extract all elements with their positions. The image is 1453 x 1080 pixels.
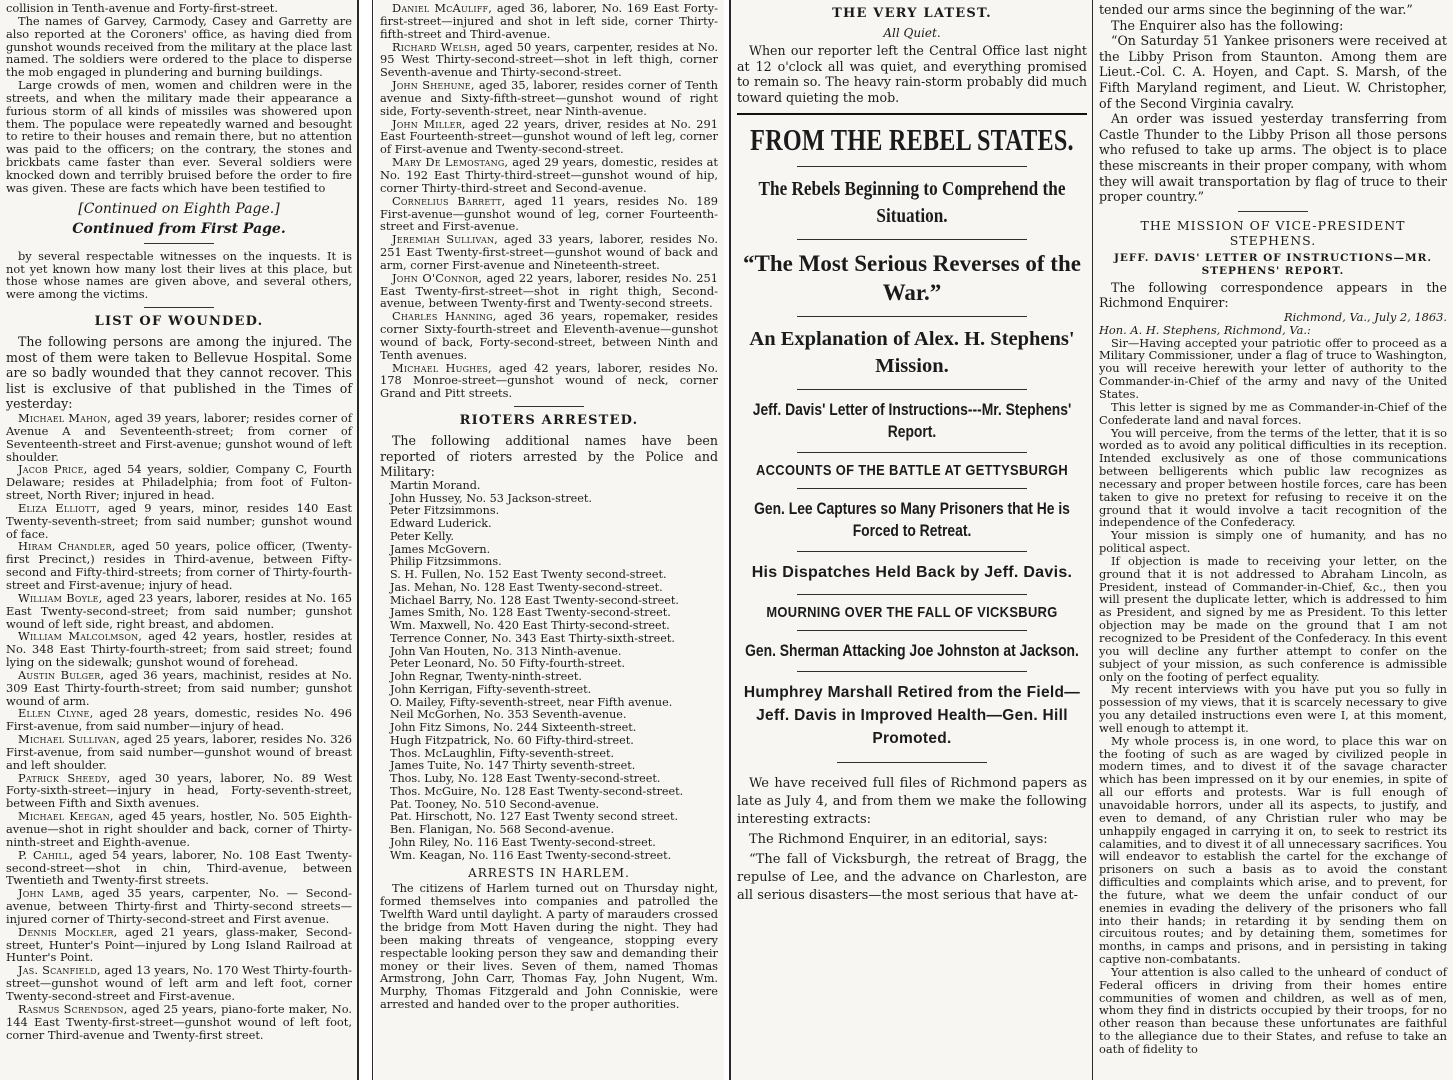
deck-6: Gen. Lee Captures so Many Prisoners that He is Forced to Retreat. xyxy=(754,500,1070,541)
list-item xyxy=(6,412,352,463)
person-name: John O'Connor, xyxy=(392,270,483,285)
divider xyxy=(797,671,1027,672)
list-item: John Riley, No. 116 East Twenty-second-street. xyxy=(390,835,656,849)
deck-9: Gen. Sherman Attacking Joe Johnston at Jackson. xyxy=(745,642,1079,661)
deck-4: Jeff. Davis' Letter of Instructions---Mr. Stephens' Report. xyxy=(752,401,1072,442)
deck-3: An Explanation of Alex. H. Stephens' Mission. xyxy=(749,328,1075,378)
wounded-intro: The following persons are among the injured. The most of them were taken to Bellevue Hospital. Some are so badly wounded that they cannot recover. This list is exclusive of that published in the Times of yesterday: xyxy=(6,334,352,412)
divider xyxy=(1238,211,1308,212)
entry-text: aged 21 years, glass-maker, Second-street, Hunter's Point—injured by Long Island Railroad at Hunter's Point. xyxy=(6,924,352,965)
main-headline: FROM THE REBEL STATES. xyxy=(750,122,1074,158)
entry-text: aged 9 years, minor, resides 140 East Twenty-seventh-street; from said number; gunshot wound of face. xyxy=(6,500,352,541)
paragraph: Large crowds of men, women and children were in the streets, and when the military made their appearance a furious storm of all kinds of missiles was showered upon them. The populace were repeatedly warned and besought to retire to their houses and remain there, but no attention was paid to the officers; on the contrary, the stones and brickbats came faster than ever. Several soldiers were knocked down and terribly bruised before the order to fire was given. These are facts which have been testified to xyxy=(6,78,352,195)
paragraph: This letter is signed by me as Commander-in-Chief of the Confederate land and naval forces. xyxy=(1099,399,1447,427)
list-item xyxy=(6,964,352,1003)
list-item xyxy=(380,156,718,195)
person-name: Austin Bulger, xyxy=(18,667,105,682)
list-item: Wm. Maxwell, No. 420 East Thirty-second-street. xyxy=(390,619,670,633)
list-item xyxy=(380,41,718,80)
person-name: William Malcolmson, xyxy=(18,629,143,644)
deck-5: ACCOUNTS OF THE BATTLE AT GETTYSBURGH xyxy=(755,462,1069,480)
list-item xyxy=(380,118,718,157)
letter-body xyxy=(1099,337,1447,1056)
paragraph: The following correspondence appears in the Richmond Enquirer: xyxy=(1099,279,1447,311)
person-name: Daniel McAuliff, xyxy=(392,1,493,15)
continued-from-text: Continued from First Page. xyxy=(72,220,286,237)
list-item: John Hussey, No. 53 Jackson-street. xyxy=(390,491,592,505)
person-name: Michael Keegan, xyxy=(18,809,114,824)
list-item xyxy=(380,195,718,234)
person-name: Jacob Price, xyxy=(18,462,88,477)
paragraph: tended our arms since the beginning of the war.” xyxy=(1099,2,1413,17)
paragraph: We have received full files of Richmond papers as late as July 4, and from them we make the following interesting extracts: xyxy=(737,776,1087,828)
entry-text: aged 11 years, resides No. 189 First-avenue—gunshot wound of leg, corner Fourteenth-street and First-avenue. xyxy=(380,193,719,234)
paragraph: by several respectable witnesses on the inquests. It is not yet known how many lost their lives at this place, but those whose names are given above, and several others, were among the victims. xyxy=(6,248,352,302)
rioters-intro: The following additional names have been reported of rioters arrested by the Police and Military: xyxy=(380,433,718,480)
deck-2: “The Most Serious Reverses of the War.” xyxy=(743,251,1081,306)
divider xyxy=(797,316,1027,317)
list-item: O. Mailey, Fifty-seventh-street, near Fifth avenue. xyxy=(390,695,673,709)
paragraph: An order was issued yesterday transferring from Castle Thunder to the Libby Prison all those persons who refused to take up arms. The object is to place these miscreants in their proper company, with whom they will await transportation by flag of truce to their proper country.” xyxy=(1099,111,1447,205)
list-item: John Van Houten, No. 313 Ninth-avenue. xyxy=(390,644,622,658)
divider xyxy=(837,762,987,763)
list-item: James Smith, No. 128 East Twenty-second-street. xyxy=(390,606,671,620)
person-name: John Miller, xyxy=(392,116,466,131)
list-item xyxy=(6,540,352,591)
entry-text: aged 13 years, No. 170 West Thirty-fourth-street—gunshot wound of left arm and left foot, corner Twenty-second-street and First-avenue. xyxy=(6,963,353,1003)
list-item xyxy=(6,926,352,965)
paragraph: The citizens of Harlem turned out on Thursday night, formed themselves into companies and patrolled the Twelfth Ward until daylight. A party of marauders crossed the bridge from Mott Haven during the night. They had been making threats of vengeance, stopping every respectable looking person they saw and demanding their money or their lives. Seven of them, named Thomas Armstrong, John Carr, Thomas Fay, John Nugent, Wm. Murphy, Thomas Fitzgerald and John Conniskie, were arrested and handed over to the proper authorities. xyxy=(380,881,718,1012)
list-item: Peter Leonard, No. 50 Fifty-fourth-street. xyxy=(390,657,626,671)
list-item: Peter Kelly. xyxy=(390,529,454,543)
divider xyxy=(144,307,214,308)
column-rule xyxy=(729,0,731,1080)
deck-10: Humphrey Marshall Retired from the Field—Jeff. Davis in Improved Health—Gen. Hill Promoted. xyxy=(743,684,1081,748)
deck-1: The Rebels Beginning to Comprehend the Situation. xyxy=(758,178,1066,228)
person-name: Jeremiah Sullivan, xyxy=(392,232,498,247)
list-item: Michael Barry, No. 128 East Twenty-second-street. xyxy=(390,593,679,607)
list-item: Neil McGorhen, No. 353 Seventh-avenue. xyxy=(390,708,627,722)
continued-from-notice xyxy=(6,221,352,237)
list-item: Wm. Keagan, No. 116 East Twenty-second-street. xyxy=(390,848,672,862)
column-2 xyxy=(374,0,724,1080)
entry-text: aged 54 years, soldier, Company C, Fourth Delaware; resides at Philadelphia; from foot of Fulton-street, North River; injured in head. xyxy=(6,462,352,503)
entry-text: aged 35 years, carpenter, No. — Second-avenue, between Thirty-first and Thirty-second streets—injured corner of Thirty-second-street and First avenue. xyxy=(6,886,352,926)
continued-on-notice xyxy=(6,201,352,217)
person-name: John Lamb, xyxy=(18,886,84,901)
list-item: Martin Morand. xyxy=(390,478,481,492)
paragraph: The Richmond Enquirer, in an editorial, says: xyxy=(749,832,1048,848)
mission-heading: THE MISSION OF VICE-PRESIDENT STEPHENS. xyxy=(1140,217,1406,248)
letter-dateline: Richmond, Va., July 2, 1863. xyxy=(1284,309,1447,324)
person-name: Ellen Clyne, xyxy=(18,706,94,721)
paragraph: My recent interviews with you have put you so fully in possession of my views, that it is scarcely necessary to give you any detailed instructions even were I, at this moment, well enough to attempt it. xyxy=(1099,682,1447,735)
person-name: Michael Sullivan, xyxy=(18,732,120,747)
divider xyxy=(797,452,1027,453)
entry-text: aged 50 years, police officer, (Twenty-first Precinct,) resides in Third-avenue, between Fifty-second and Fifty-third-streets; from corner of Thirty-fourth-street and First-avenue; injury of head. xyxy=(6,539,352,592)
divider xyxy=(797,166,1027,167)
wounded-list-continued xyxy=(380,2,718,400)
rioters-list xyxy=(380,480,718,863)
list-item xyxy=(380,310,718,361)
list-item: Thos. McLaughlin, Fifty-seventh-street. xyxy=(390,746,615,760)
person-name: William Boyle, xyxy=(18,590,103,605)
deck-8: MOURNING OVER THE FALL OF VICKSBURG xyxy=(766,604,1058,622)
list-item: S. H. Fullen, No. 152 East Twenty second-street. xyxy=(390,568,667,582)
paragraph: If objection is made to receiving your letter, on the ground that it is not addressed to Abraham Lincoln, as President, instead of Commander-in-Chief, &c., then you will present the duplicate letter, which is addressed to him as President, and signed by me as President. To this letter objection may be made on the ground that I am not recognized to be President of the Confederacy. In this event you will decline any further attempt to confer on the subject of your mission, as such conference is admissible only on the footing of perfect equality. xyxy=(1099,553,1447,684)
list-item xyxy=(6,810,352,849)
list-item: Thos. McGuire, No. 128 East Twenty-second-street. xyxy=(390,784,684,798)
entry-text: aged 30 years, laborer, No. 89 West Forty-sixth-street—injury in head, Forty-seventh-street, between Fifth and Sixth avenues. xyxy=(6,770,352,811)
paragraph: When our reporter left the Central Office last night at 12 o'clock all was quiet, and everything promised to remain so. The heavy rain-storm probably did much toward quieting the mob. xyxy=(737,43,1087,105)
divider xyxy=(797,488,1027,489)
paragraph: Your mission is simply one of humanity, and has no political aspect. xyxy=(1099,528,1447,556)
divider xyxy=(514,406,584,407)
letter-salutation: Hon. A. H. Stephens, Richmond, Va.: xyxy=(1099,322,1311,337)
divider xyxy=(797,594,1027,595)
person-name: Mary De Lemostang, xyxy=(392,155,509,170)
person-name: Michael Mahon, xyxy=(18,411,112,425)
list-item xyxy=(380,272,718,311)
list-item xyxy=(6,772,352,811)
list-item xyxy=(380,233,718,272)
list-item xyxy=(6,887,352,926)
divider xyxy=(797,239,1027,240)
divider xyxy=(797,389,1027,390)
list-item: Pat. Hirschott, No. 127 East Twenty second street. xyxy=(390,810,679,824)
person-name: P. Cahill, xyxy=(18,847,74,862)
paragraph: “On Saturday 51 Yankee prisoners were received at the Libby Prison from Staunton. Among them are Lieut.-Col. C. A. Hoyen, and Capt. S. Marsh, of the Fifth Maryland regiment, and Lieut. W. Christopher, of the Second Virginia cavalry. xyxy=(1099,33,1447,111)
rioters-arrested-heading: RIOTERS ARRESTED. xyxy=(459,413,639,429)
very-latest-heading: THE VERY LATEST. xyxy=(832,6,992,21)
person-name: Michael Hughes, xyxy=(392,360,492,375)
list-item xyxy=(380,362,718,401)
entry-text: aged 23 years, laborer, resides at No. 165 East Twenty-second-street; from said number; gunshot wound of left side, right breast, and abdomen. xyxy=(6,590,353,631)
entry-text: aged 36 years, ropemaker, resides corner Sixty-fourth-street and Eleventh-avenue—gunshot wound of back, Forty-second-street, between Ninth and Tenth avenues. xyxy=(380,309,718,362)
list-item: Edward Luderick. xyxy=(390,517,492,531)
list-item: Jas. Mehan, No. 128 East Twenty-second-street. xyxy=(390,580,663,594)
divider xyxy=(144,243,214,244)
column-rule xyxy=(372,0,373,1080)
list-item: Hugh Fitzpatrick, No. 60 Fifty-third-street. xyxy=(390,733,634,747)
paragraph: My whole process is, in one word, to place this war on the footing of such as are waged by civilized people in modern times, and to divest it of the savage character which has been impressed on it by our enemies, in spite of all our efforts and protests. War is full enough of unavoidable horrors, under all its aspects, to justify, and even to demand, of any Christian ruler who may be unhappily engaged in carrying it on, to seek to restrict its calamities, and to divest it of all unnecessary sacrifices. You will endeavor to establish the cartel for the exchange of prisoners on such a basis as to avoid the constant difficulties and complaints which arise, and to prevent, for the future, what we deem the unfair conduct of our enemies in evading the delivery of the prisoners who fall into their hands; in retarding it by sending them on circuitous routes; and by detaining them, sometimes for months, in camps and prisons, and in persisting in taking captive non-combatants. xyxy=(1099,733,1447,967)
list-item: John Kerrigan, Fifty-seventh-street. xyxy=(390,682,592,696)
entry-text: aged 45 years, hostler, No. 505 Eighth-avenue—shot in right shoulder and back, corner of Thirty-ninth-street and Eighth-avenue. xyxy=(6,809,353,849)
column-3 xyxy=(731,0,1093,1080)
list-item xyxy=(6,669,352,708)
list-item: Philip Fitzsimmons. xyxy=(390,555,502,569)
entry-text: aged 22 years, driver, resides at No. 291 East Fourteenth-street—gunshot wound of left leg, corner of First-avenue and Twenty-second-street. xyxy=(380,116,718,157)
list-item xyxy=(6,849,352,888)
entry-text: aged 39 years, laborer; resides corner of Avenue A and Seventeenth-street; from corner of Seventeenth-street and First-avenue; gunshot wound of left shoulder. xyxy=(6,411,352,464)
entry-text: aged 22 years, laborer, resides No. 251 East Twenty-first-street—shot in right thigh, Second-avenue, between Twenty-first and Twenty-second streets. xyxy=(380,270,719,311)
list-item: Thos. Luby, No. 128 East Twenty-second-street. xyxy=(390,772,661,786)
all-quiet-subheading: All Quiet. xyxy=(883,26,941,40)
deck-7: His Dispatches Held Back by Jeff. Davis. xyxy=(751,564,1073,582)
list-item xyxy=(6,1003,352,1042)
column-1 xyxy=(0,0,358,1080)
list-item xyxy=(380,79,718,118)
column-4 xyxy=(1093,0,1453,1080)
entry-text: aged 28 years, domestic, resides No. 496 First-avenue, from said number—injury of head. xyxy=(6,706,353,734)
paragraph: collision in Tenth-avenue and Forty-first-street. xyxy=(6,1,278,15)
column-rule xyxy=(1092,0,1093,1080)
entry-text: aged 25 years, piano-forte maker, No. 144 East Twenty-first-street—gunshot wound of left foot, corner Third-avenue and Twenty-first street. xyxy=(6,1001,352,1042)
entry-text: aged 36, laborer, No. 169 East Forty-first-street—injured and shot in left side, corner Thirty-fifth-street and Third-avenue. xyxy=(380,1,718,41)
person-name: Patrick Sheedy, xyxy=(18,770,111,785)
wounded-list xyxy=(6,412,352,1041)
person-name: Hiram Chandler, xyxy=(18,539,116,554)
list-item xyxy=(6,502,352,541)
paragraph: “The fall of Vicksburgh, the retreat of Bragg, the repulse of Lee, and the advance on Charleston, are all serious disasters—the most serious that have at- xyxy=(737,852,1087,904)
mission-subheading: JEFF. DAVIS' LETTER OF INSTRUCTIONS—MR. STEPHENS' REPORT. xyxy=(1113,251,1433,277)
person-name: Rasmus Screndson, xyxy=(18,1001,128,1016)
divider xyxy=(737,113,1087,115)
arrests-in-harlem-heading: ARRESTS IN HARLEM. xyxy=(468,866,630,881)
paragraph: You will perceive, from the terms of the letter, that it is so worded as to avoid any political difficulties in its reception. Intended exclusively as one of those communications between belligerents which public law recognizes as necessary and proper between hostile forces, care has been taken to give no pretext for refusing to receive it on the ground that it would involve a tacit recognition of the independence of the Confederacy. xyxy=(1099,425,1447,530)
person-name: Dennis Mockler, xyxy=(18,924,118,939)
entry-text: aged 42 years, laborer, resides No. 178 Monroe-street—gunshot wound of neck, corner Grand and Pitt streets. xyxy=(380,360,718,401)
person-name: Eliza Elliott, xyxy=(18,500,101,515)
list-item xyxy=(380,2,718,41)
column-rule xyxy=(357,0,359,1080)
list-item: James Tuite, No. 147 Thirty seventh-street. xyxy=(390,759,636,773)
entry-text: aged 36 years, machinist, resides at No. 309 East Thirty-fourth-street; from said number; gunshot wound of arm. xyxy=(6,667,352,708)
list-item: Ben. Flanigan, No. 568 Second-avenue. xyxy=(390,823,615,837)
list-item: John Regnar, Twenty-ninth-street. xyxy=(390,670,582,684)
divider xyxy=(797,551,1027,552)
person-name: Jas. Scanfield, xyxy=(18,963,101,978)
list-of-wounded-heading: LIST OF WOUNDED. xyxy=(94,314,264,330)
list-item: Pat. Tooney, No. 510 Second-avenue. xyxy=(390,797,600,811)
list-item xyxy=(6,733,352,772)
entry-text: aged 25 years, laborer, resides No. 326 First-avenue, from said number—gunshot wound of breast and left shoulder. xyxy=(6,732,352,772)
divider xyxy=(797,630,1027,631)
list-item: James McGovern. xyxy=(390,542,491,556)
list-item: Peter Fitzsimmons. xyxy=(390,504,500,518)
entry-text: aged 33 years, laborer, resides No. 251 East Twenty-first-street—gunshot wound of back and arm, corner First-avenue and Nineteenth-street. xyxy=(380,232,718,272)
paragraph: Your attention is also called to the unheard of conduct of Federal officers in driving from their homes entire communities of women and children, as well as of men, whom they find in districts occupied by their troops, for no other reason than because these unfortunates are faithful to the allegiance due to their States, and refuse to take an oath of fidelity to xyxy=(1099,964,1447,1056)
paragraph: The Enquirer also has the following: xyxy=(1111,17,1344,33)
list-item xyxy=(6,463,352,502)
list-item: John Fitz Simons, No. 244 Sixteenth-street. xyxy=(390,721,637,735)
entry-text: aged 42 years, hostler, resides at No. 348 East Thirty-fourth-street; from said street; found lying on the sidewalk; gunshot wound of forehead. xyxy=(6,629,353,670)
list-item xyxy=(6,707,352,733)
list-item xyxy=(6,592,352,631)
person-name: Richard Welsh, xyxy=(392,39,481,54)
person-name: John Shehune, xyxy=(392,78,475,93)
paragraph: Sir—Having accepted your patriotic offer to proceed as a Military Commissioner, under a flag of truce to Washington, you will receive herewith your letter of authority to the Commander-in-Chief of the army and navy of the United States. xyxy=(1099,335,1447,401)
entry-text: aged 35, laborer, resides corner of Tenth avenue and Sixty-fifth-street—gunshot wound of right side, Forty-seventh-street, near Ninth-avenue. xyxy=(380,78,719,118)
person-name: Charles Hanning, xyxy=(392,309,497,324)
entry-text: aged 29 years, domestic, resides at No. 192 East Thirty-third-street—gunshot wound of hip, corner Thirty-third-street and Second-avenue. xyxy=(380,155,718,195)
entry-text: aged 54 years, laborer, No. 108 East Twenty-second-street—shot in chin, Third-avenue, between Twentieth and Twenty-first streets. xyxy=(6,847,353,888)
continued-on-text: [Continued on Eighth Page.] xyxy=(78,200,280,217)
list-item: Terrence Conner, No. 343 East Thirty-sixth-street. xyxy=(390,631,675,645)
entry-text: aged 50 years, carpenter, resides at No. 95 West Thirty-second-street—shot in left thigh, corner Seventh-avenue and Thirty-second-street. xyxy=(380,39,718,80)
list-item xyxy=(6,630,352,669)
paragraph: The names of Garvey, Carmody, Casey and Garretty are also reported at the Coroners' office, as having died from gunshot wounds received from the military at the place last named. The soldiers were ordered to the place to disperse the mob engaged in plundering and burning buildings. xyxy=(6,13,352,80)
person-name: Cornelius Barrett, xyxy=(392,193,506,208)
